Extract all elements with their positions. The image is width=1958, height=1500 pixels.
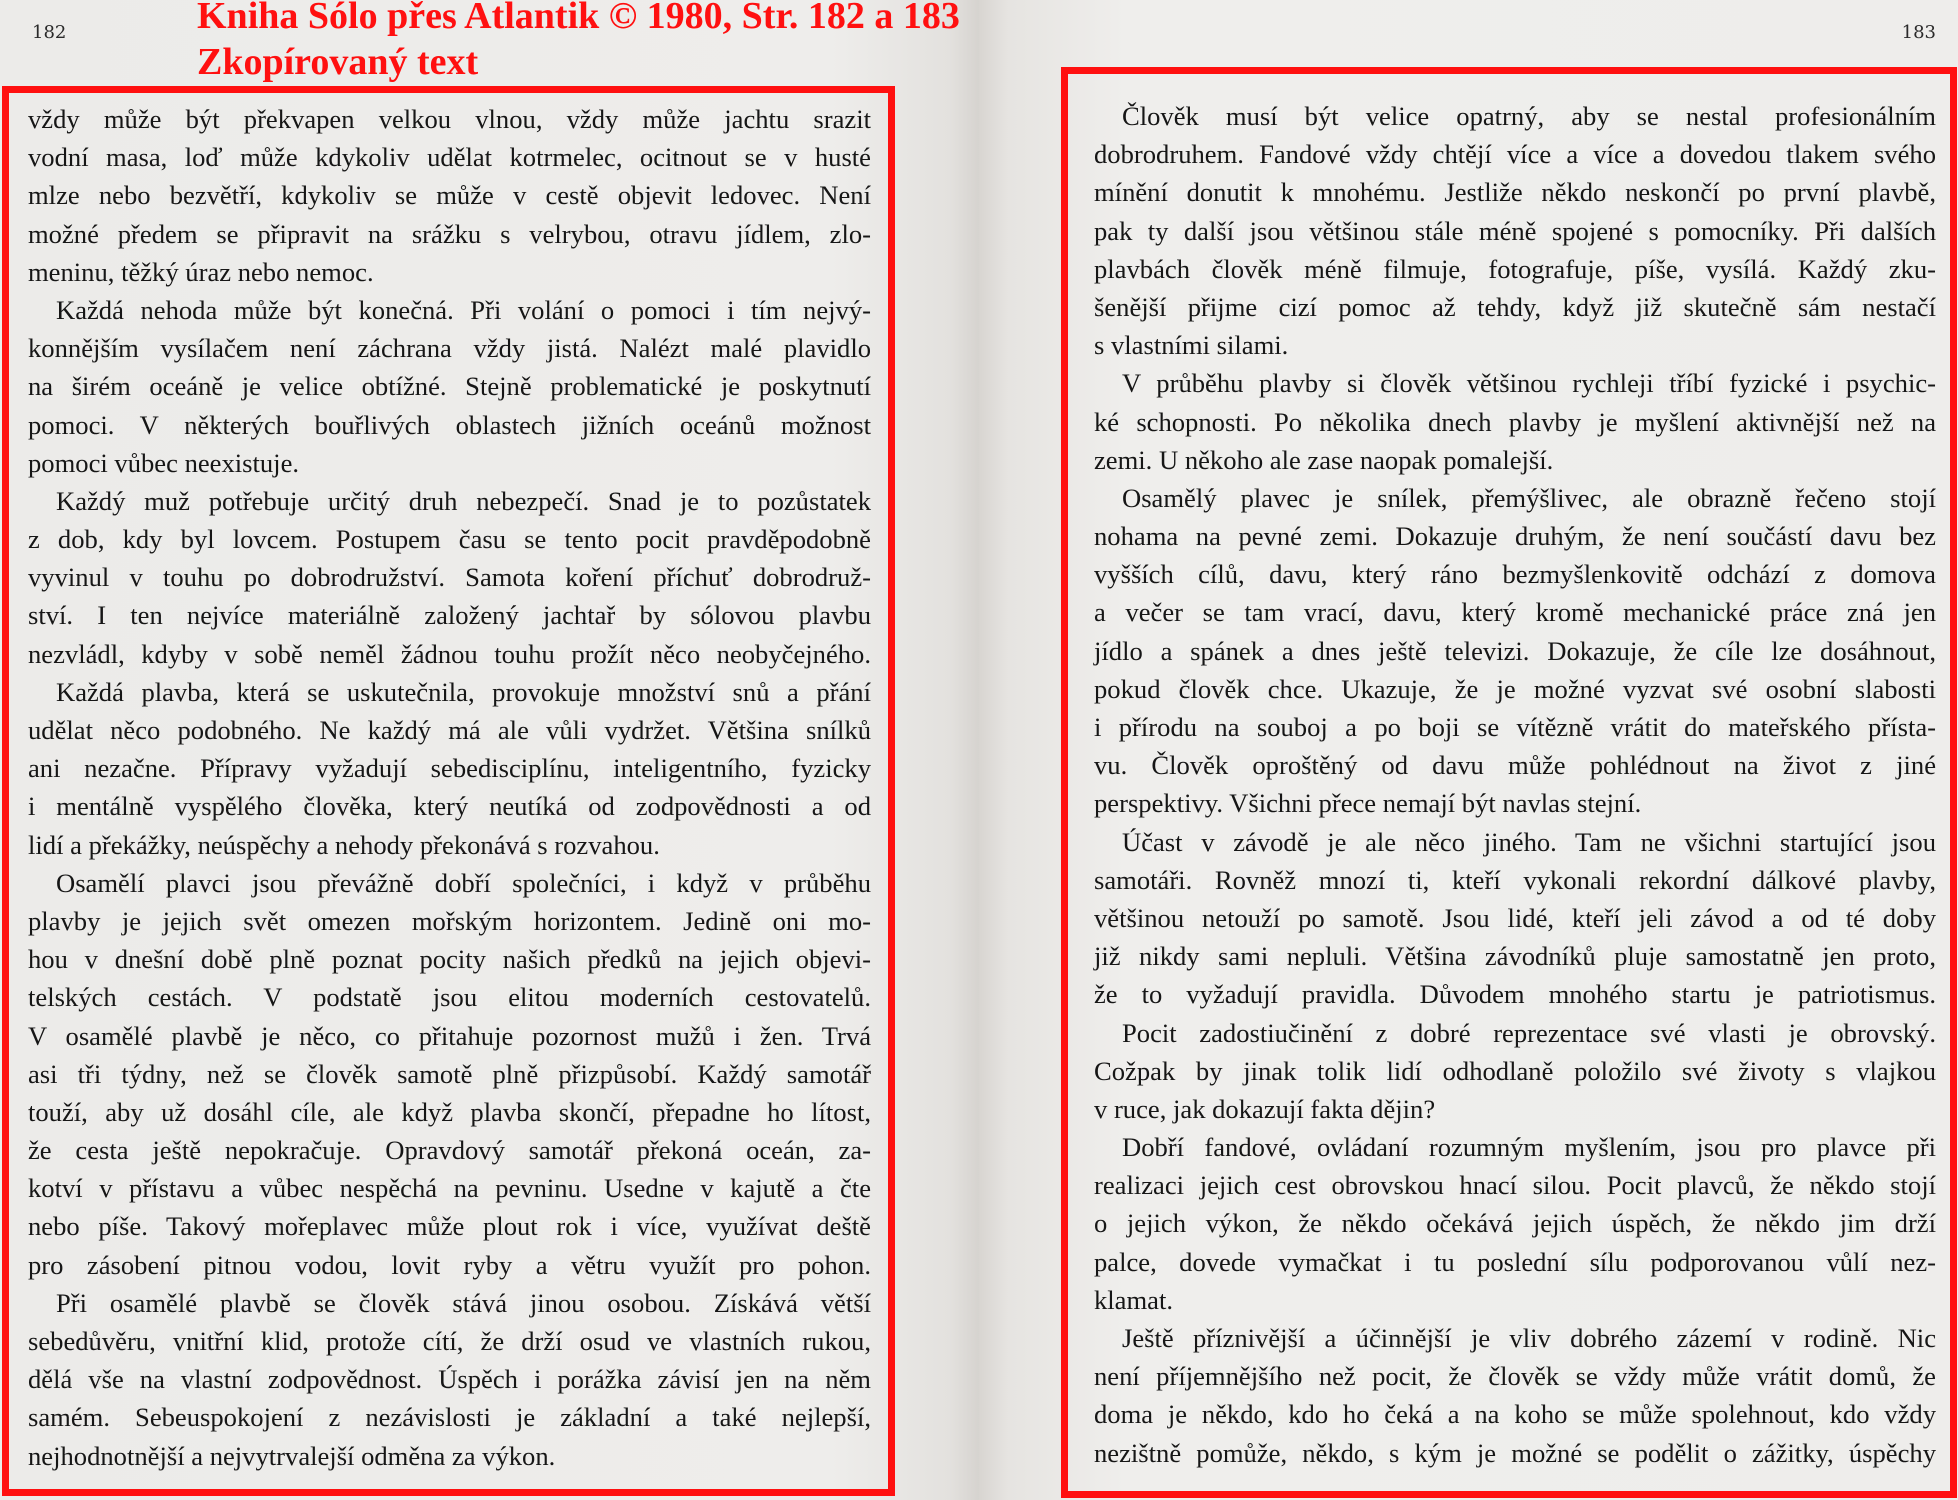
- text-line: pomoci. V některých bouřlivých oblastech jižních oceánů možnost: [28, 409, 871, 440]
- text-line: telských cestách. V podstatě jsou elitou moderních cestovatelů.: [28, 982, 871, 1013]
- text-line: s vlastními silami.: [1094, 330, 1289, 361]
- annotation-subtitle: Zkopírovaný text: [197, 41, 479, 83]
- text-line: Osamělý plavec je snílek, přemýšlivec, ale obrazně řečeno stojí: [1122, 482, 1936, 513]
- text-line: udělat něco podobného. Ne každý má ale vůli vydržet. Většina snílků: [28, 715, 871, 745]
- text-line: vu. Člověk oproštěný od davu může pohlédnout na život z jiné: [1094, 750, 1936, 781]
- text-line: a večer se tam vrací, davu, který kromě mechanické práce zná jen: [1094, 597, 1936, 628]
- text-line: touží, aby už dosáhl cíle, ale když plavba skončí, přepadne ho lítost,: [28, 1096, 871, 1127]
- text-line: nebo píše. Takový mořeplavec může plout rok i více, využívat deště: [28, 1211, 871, 1242]
- text-line: i mentálně vyspělého člověka, který neutíká od zodpovědnosti a od: [28, 791, 871, 822]
- text-line: klamat.: [1094, 1284, 1174, 1315]
- text-line: Dobří fandové, ovládaní rozumným myšlením, jsou pro plavce při: [1122, 1132, 1936, 1163]
- left-page-number: 182: [32, 22, 67, 43]
- text-line: sebedůvěru, vnitřní klid, protože cítí, že drží osud ve vlastních rukou,: [28, 1326, 871, 1356]
- text-line: o jejich výkon, že někdo očekává jejich úspěch, že někdo jim drží: [1094, 1208, 1936, 1239]
- text-line: není příjemnějšího než pocit, že člověk se vždy může vrátit domů, že: [1094, 1361, 1936, 1392]
- text-line: pokud člověk chce. Ukazuje, že je možné vyzvat své osobní slabosti: [1094, 673, 1936, 704]
- text-line: plavbách člověk méně filmuje, fotografuje, píše, vysílá. Každý zku-: [1094, 253, 1936, 284]
- text-line: mlze nebo bezvětří, kdykoliv se může v cestě objevit ledovec. Není: [28, 180, 871, 211]
- text-line: lidí a překážky, neúspěchy a nehody překonává s rozvahou.: [28, 829, 660, 860]
- text-line: Účast v závodě je ale něco jiného. Tam ne všichni startující jsou: [1122, 826, 1936, 857]
- text-line: většinou netouží po samotě. Jsou lidé, kteří jeli závod a od té doby: [1094, 902, 1936, 933]
- text-line: pro zásobení pitnou vodou, lovit ryby a větru využít pro pohon.: [28, 1249, 871, 1280]
- left-highlight-box: [2, 86, 895, 1496]
- text-line: asi tři týdny, než se člověk samotě plně přizpůsobí. Každý samotář: [28, 1058, 871, 1089]
- text-line: možné předem se připravit na srážku s velrybou, otravu jídlem, zlo-: [28, 218, 871, 249]
- text-line: konnějším vysílačem není záchrana vždy jistá. Nalézt malé plavidlo: [28, 333, 871, 364]
- text-line: že to vyžadují pravidla. Důvodem mnohého startu je patriotismus.: [1094, 979, 1936, 1010]
- text-line: samotáři. Rovněž mnozí ti, kteří vykonali rekordní dálkové plavby,: [1094, 864, 1936, 895]
- text-line: samém. Sebeuspokojení z nezávislosti je základní a také nejlepší,: [28, 1402, 871, 1433]
- text-line: v ruce, jak dokazují fakta dějin?: [1094, 1093, 1436, 1124]
- text-line: pomoci vůbec neexistuje.: [28, 447, 300, 478]
- text-line: hou v dnešní době plně poznat pocity našich předků na jejich objevi-: [28, 944, 871, 975]
- text-line: doma je někdo, kdo ho čeká a na koho se může spolehnout, kdo vždy: [1094, 1399, 1936, 1430]
- text-line: nejhodnotnější a nejvytrvalejší odměna za výkon.: [28, 1440, 556, 1471]
- text-line: Člověk musí být velice opatrný, aby se nestal profesionálním: [1122, 101, 1936, 131]
- text-line: vždy může být překvapen velkou vlnou, vždy může jachtu srazit: [28, 104, 871, 134]
- text-line: plavby je jejich svět omezen mořským horizontem. Jedině oni mo-: [28, 905, 871, 936]
- text-line: Každá nehoda může být konečná. Při volání o pomoci i tím nejvý-: [56, 294, 871, 325]
- text-line: Při osamělé plavbě se člověk stává jinou osobou. Získává větší: [56, 1287, 871, 1318]
- text-line: na širém oceáně je velice obtížné. Stejně problematické je poskytnutí: [28, 371, 871, 402]
- text-line: i přírodu na souboj a po boji se vítězně vrátit do mateřského přísta-: [1094, 712, 1936, 742]
- text-line: V průběhu plavby si člověk většinou rychleji tříbí fyzické i psychic-: [1122, 368, 1936, 399]
- text-line: realizaci jejich cest obrovskou hnací silou. Pocit plavců, že někdo stojí: [1094, 1170, 1936, 1201]
- text-line: mínění donutit k mnohému. Jestliže někdo neskončí po první plavbě,: [1094, 177, 1936, 208]
- annotation-title: Kniha Sólo přes Atlantik © 1980, Str. 182 a 183: [197, 0, 960, 37]
- text-line: Každá plavba, která se uskutečnila, provokuje množství snů a přání: [56, 676, 871, 707]
- right-highlight-box: [1061, 67, 1957, 1498]
- text-line: nezvládl, kdyby v sobě neměl žádnou touhu prožít něco neobyčejného.: [28, 638, 871, 669]
- text-line: šenější přijme cizí pomoc až tehdy, když již skutečně sám nestačí: [1094, 291, 1936, 322]
- text-line: perspektivy. Všichni přece nemají být navlas stejní.: [1094, 788, 1642, 819]
- text-line: Osamělí plavci jsou převážně dobří společníci, i když v průběhu: [56, 867, 871, 898]
- text-line: ké schopnosti. Po několika dnech plavby je myšlení aktivnější než na: [1094, 406, 1936, 437]
- text-line: zemi. U někoho ale zase naopak pomalejší.: [1094, 444, 1554, 475]
- text-line: ství. I ten nejvíce materiálně založený jachtař by sólovou plavbu: [28, 600, 871, 631]
- right-page-number: 183: [1901, 22, 1936, 43]
- text-line: ani nezačne. Přípravy vyžadují sebedisciplínu, inteligentního, fyzicky: [28, 753, 871, 784]
- text-line: Ještě příznivější a účinnější je vliv dobrého zázemí v rodině. Nic: [1122, 1323, 1936, 1353]
- text-line: již nikdy sami nepluli. Většina závodníků pluje samostatně jen proto,: [1094, 941, 1936, 972]
- text-line: vyšších cílů, davu, který ráno bezmyšlenkovitě odchází z domova: [1094, 559, 1936, 590]
- text-line: dělá vše na vlastní zodpovědnost. Úspěch i porážka závisí jen na něm: [28, 1364, 871, 1395]
- text-line: z dob, kdy byl lovcem. Postupem času se tento pocit pravděpodobně: [28, 524, 871, 555]
- text-line: kotví v přístavu a vůbec nespěchá na pevninu. Usedne v kajutě a čte: [28, 1173, 871, 1204]
- text-line: že cesta ještě nepokračuje. Opravdový samotář překoná oceán, za-: [28, 1135, 871, 1166]
- text-line: nohama na pevné zemi. Dokazuje druhým, že není součástí davu bez: [1094, 521, 1936, 552]
- text-line: dobrodruhem. Fandové vždy chtějí více a více a dovedou tlakem svého: [1094, 139, 1936, 170]
- text-line: Pocit zadostiučinění z dobré reprezentace své vlasti je obrovský.: [1122, 1017, 1936, 1048]
- text-line: nezištně pomůže, někdo, s kým je možné se podělit o zážitky, úspěchy: [1094, 1437, 1936, 1468]
- text-line: palce, dovede vymačkat i tu poslední sílu podporovanou vůlí nez-: [1094, 1246, 1936, 1277]
- text-line: jídlo a spánek a dnes ještě televizi. Dokazuje, že cíle lze dosáhnout,: [1094, 635, 1936, 666]
- text-line: vyvinul v touhu po dobrodružství. Samota koření příchuť dobrodruž-: [28, 562, 871, 593]
- text-line: pak ty další jsou většinou stále méně spojené s pomocníky. Při dalších: [1094, 215, 1936, 246]
- text-line: vodní masa, loď může kdykoliv udělat kotrmelec, ocitnout se v husté: [28, 142, 871, 173]
- text-line: V osamělé plavbě je něco, co přitahuje pozornost mužů i žen. Trvá: [28, 1020, 871, 1051]
- text-line: Cožpak by jinak tolik lidí odhodlaně položilo své životy s vlajkou: [1094, 1055, 1936, 1086]
- text-line: meninu, těžký úraz nebo nemoc.: [28, 256, 374, 287]
- text-line: Každý muž potřebuje určitý druh nebezpečí. Snad je to pozůstatek: [56, 485, 871, 516]
